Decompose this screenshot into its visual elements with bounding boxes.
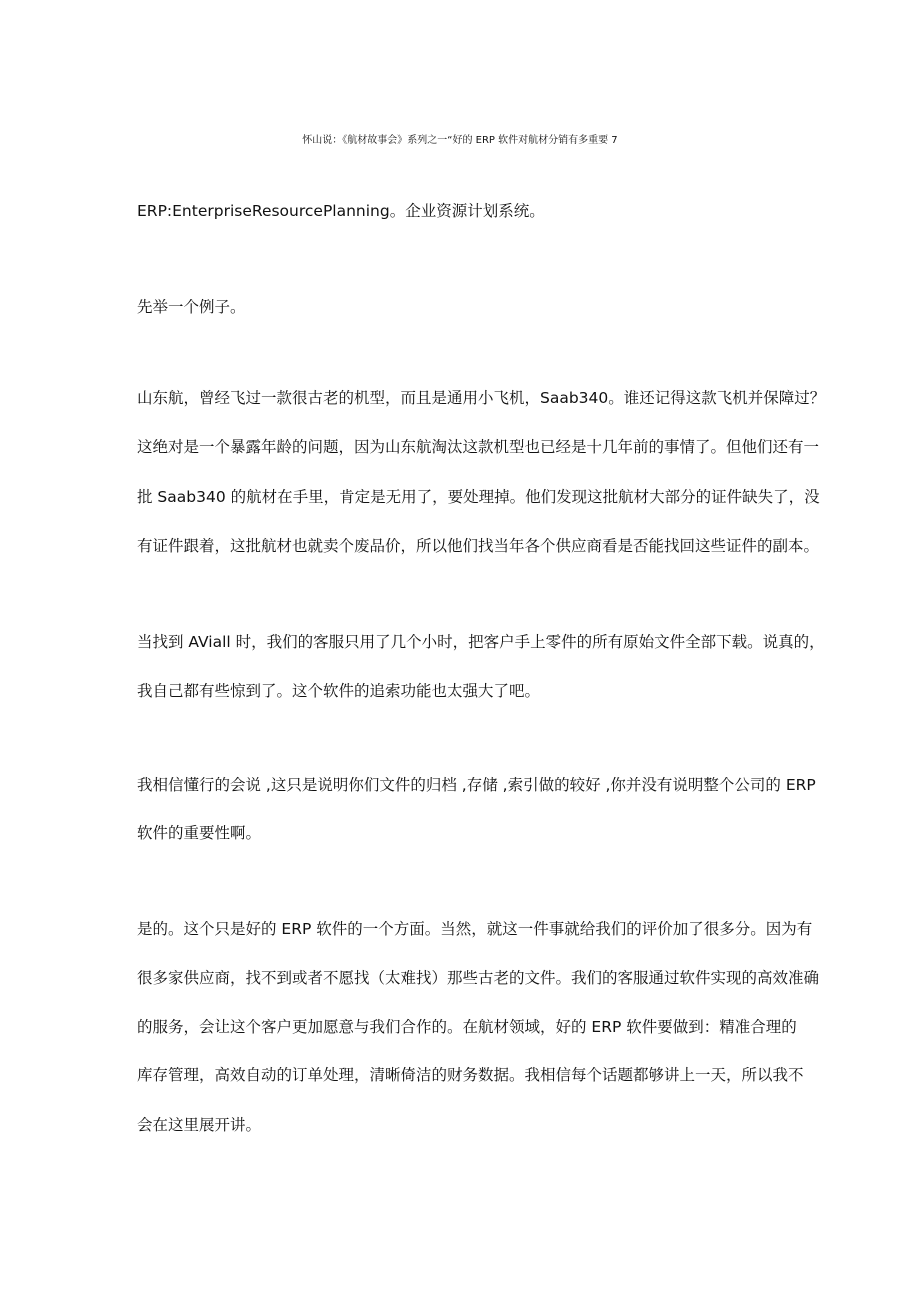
paragraph-line: 这绝对是一个暴露年龄的问题，因为山东航淘汰这款机型也已经是十几年前的事情了。但他们还有一	[137, 438, 820, 456]
erp-definition: ERP:EnterpriseResourcePlanning。企业资源计划系统。	[137, 202, 545, 220]
paragraph-line: 会在这里展开讲。	[137, 1116, 262, 1134]
paragraph-line: 库存管理，高效自动的订单处理，清晰倚洁的财务数据。我相信每个话题都够讲上一天，所以我不	[137, 1066, 804, 1084]
paragraph-line: 软件的重要性啊。	[137, 824, 262, 842]
intro-text: 先举一个例子。	[137, 298, 246, 316]
paragraph-line: 的服务，会让这个客户更加愿意与我们合作的。在航材领域，好的 ERP 软件要做到：精准合理的	[137, 1018, 797, 1036]
paragraph-line: 很多家供应商，找不到或者不愿找（太难找）那些古老的文件。我们的客服通过软件实现的高效准确	[137, 969, 820, 987]
paragraph-line: 当找到 AViall 时，我们的客服只用了几个小时，把客户手上零件的所有原始文件全部下载。说真的，	[137, 633, 825, 651]
paragraph-line: 我相信懂行的会说 ,这只是说明你们文件的归档 ,存储 ,索引做的较好 ,你并没有说明整个公司的 ERP	[137, 776, 816, 794]
paragraph-line: 山东航，曾经飞过一款很古老的机型，而且是通用小飞机，Saab340。谁还记得这款飞机并保障过？	[137, 389, 826, 407]
paragraph-line: 是的。这个只是好的 ERP 软件的一个方面。当然，就这一件事就给我们的评价加了很多分。因为有	[137, 920, 813, 938]
paragraph-line: 有证件跟着，这批航材也就卖个废品价，所以他们找当年各个供应商看是否能找回这些证件的副本。	[137, 537, 820, 555]
paragraph-line: 批 Saab340 的航材在手里，肯定是无用了，要处理掉。他们发现这批航材大部分的证件缺失了，没	[137, 488, 820, 506]
paragraph-line: 我自己都有些惊到了。这个软件的追索功能也太强大了吧。	[137, 682, 541, 700]
document-title: 怀山说：《航材故事会》系列之一“好的 ERP 软件对航材分销有多重要 7	[302, 135, 618, 146]
